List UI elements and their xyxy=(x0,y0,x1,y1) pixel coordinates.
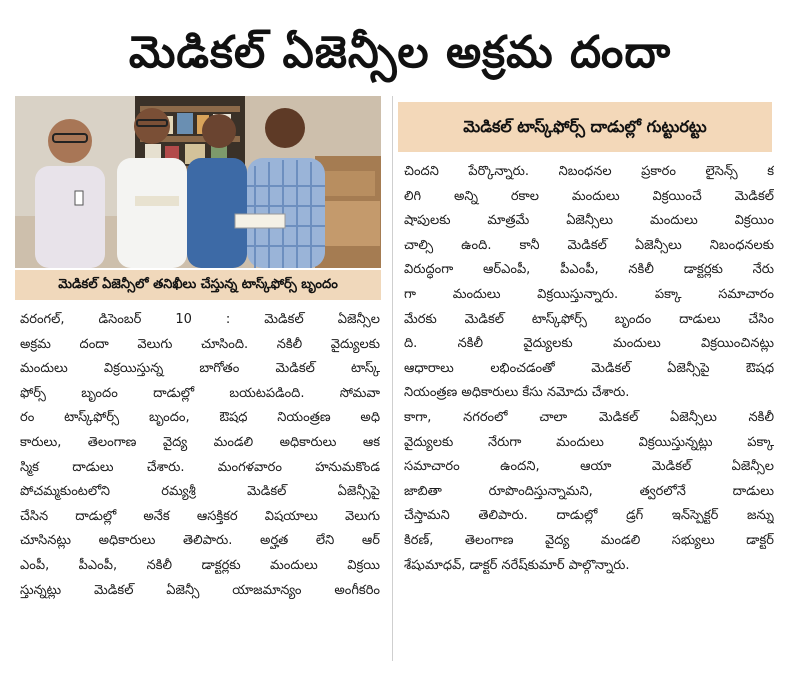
text-line: రం టాస్క్‌ఫోర్స్ బృందం, ఔషధ నియంత్రణ అధి xyxy=(20,410,380,426)
text-line: చేస్తామని తెలిపారు. దాడుల్లో డ్రగ్ ఇన్‌స్పెక్టర్ జన్ను xyxy=(404,508,774,524)
text-line: షాపులకు మాత్రమే ఏజెన్సీలు మందులు విక్రయిం xyxy=(404,213,774,229)
column-divider xyxy=(392,96,393,661)
text-line: ది. నకిలీ వైద్యులకు మందులు విక్రయించినట్లు xyxy=(404,336,774,352)
text-line: ఆధారాలు లభించడంతో మెడికల్ ఏజెన్సీపై ఔషధ xyxy=(404,360,774,376)
headline: మెడికల్ ఏజెన్సీల అక్రమ దందా xyxy=(128,27,672,78)
text-line: స్మిక దాడులు చేశారు. మంగళవారం హనుమకొండ xyxy=(20,459,380,475)
text-line: వైద్యులకు నేరుగా మందులు విక్రయిస్తున్నట్లు పక్కా xyxy=(404,434,774,450)
article-column-right xyxy=(404,160,774,578)
text-line: కారులు, తెలంగాణ వైద్య మండలి అధికారులు ఆక xyxy=(20,434,380,450)
text-line: సమాచారం ఉందని, ఆయా మెడికల్ ఏజెన్సీల xyxy=(404,459,774,475)
text-line: జాబితా రూపొందిస్తున్నామని, త్వరలోనే దాడులు xyxy=(404,483,774,499)
text-line: స్తున్నట్లు మెడికల్ ఏజెన్సీ యాజమాన్యం అంగీకరిం xyxy=(20,582,380,598)
text-line: ఎంపీ, పీఎంపీ, నకిలీ డాక్టర్లకు మందులు విక్రయి xyxy=(20,557,380,573)
photo-scene-illustration xyxy=(15,96,381,268)
news-photo xyxy=(15,96,381,268)
text-line: చేసిన దాడుల్లో అనేక ఆసక్తికర విషయాలు వెలుగు xyxy=(20,508,380,524)
text-line: మేరకు మెడికల్ టాస్క్‌ఫోర్స్ బృందం దాడులు చేసిం xyxy=(404,311,774,327)
photo-caption: మెడికల్ ఏజెన్సీలో తనిఖీలు చేస్తున్న టాస్క్‌ఫోర్స్ బృందం xyxy=(15,270,381,300)
subheadline: మెడికల్ టాస్క్‌ఫోర్స్ దాడుల్లో గుట్టురట్టు xyxy=(398,102,772,152)
text-line: మందులు విక్రయిస్తున్న బాగోతం మెడికల్ టాస్క్ xyxy=(20,361,380,377)
text-line: పోచమ్మకుంటలోని రమ్యశ్రీ మెడికల్ ఏజెన్సీపై xyxy=(20,484,380,500)
text-line: శేషుమాధవ్, డాక్టర్ నరేష్‌కుమార్ పాల్గొన్నారు. xyxy=(404,557,630,573)
text-line: అక్రమ దందా వెలుగు చూసింది. నకిలీ వైద్యులకు xyxy=(20,336,380,352)
text-line: లిగి అన్ని రకాల మందులు విక్రయించే మెడికల్ xyxy=(404,188,774,204)
article-column-left xyxy=(20,308,380,603)
text-line: గా మందులు విక్రయిస్తున్నారు. పక్కా సమాచారం xyxy=(404,286,774,302)
text-line: చిందని పేర్కొన్నారు. నిబంధనల ప్రకారం లైసెన్స్ క xyxy=(404,164,774,179)
text-line: వరంగల్, డిసెంబర్ 10 : మెడికల్ ఏజెన్సీల xyxy=(20,312,380,327)
text-line: కాగా, నగరంలో చాలా మెడికల్ ఏజెన్సీలు నకిలీ xyxy=(404,409,774,425)
text-line: చాల్సి ఉంది. కానీ మెడికల్ ఏజెన్సీలు నిబంధనలకు xyxy=(404,237,774,253)
text-line: చూసినట్లు అధికారులు తెలిపారు. అర్హత లేని ఆర్ xyxy=(20,533,380,549)
text-line: విరుద్ధంగా ఆర్ఎంపీ, పీఎంపీ, నకిలీ డాక్టర్లకు నేరు xyxy=(404,262,774,278)
text-line: ఫోర్స్ బృందం దాడుల్లో బయటపడింది. సోమవా xyxy=(20,385,380,401)
text-line: కిరణ్, తెలంగాణ వైద్య మండలి సభ్యులు డాక్టర్ xyxy=(404,532,774,548)
text-line: నియంత్రణ అధికారులు కేసు నమోదు చేశారు. xyxy=(404,385,630,401)
